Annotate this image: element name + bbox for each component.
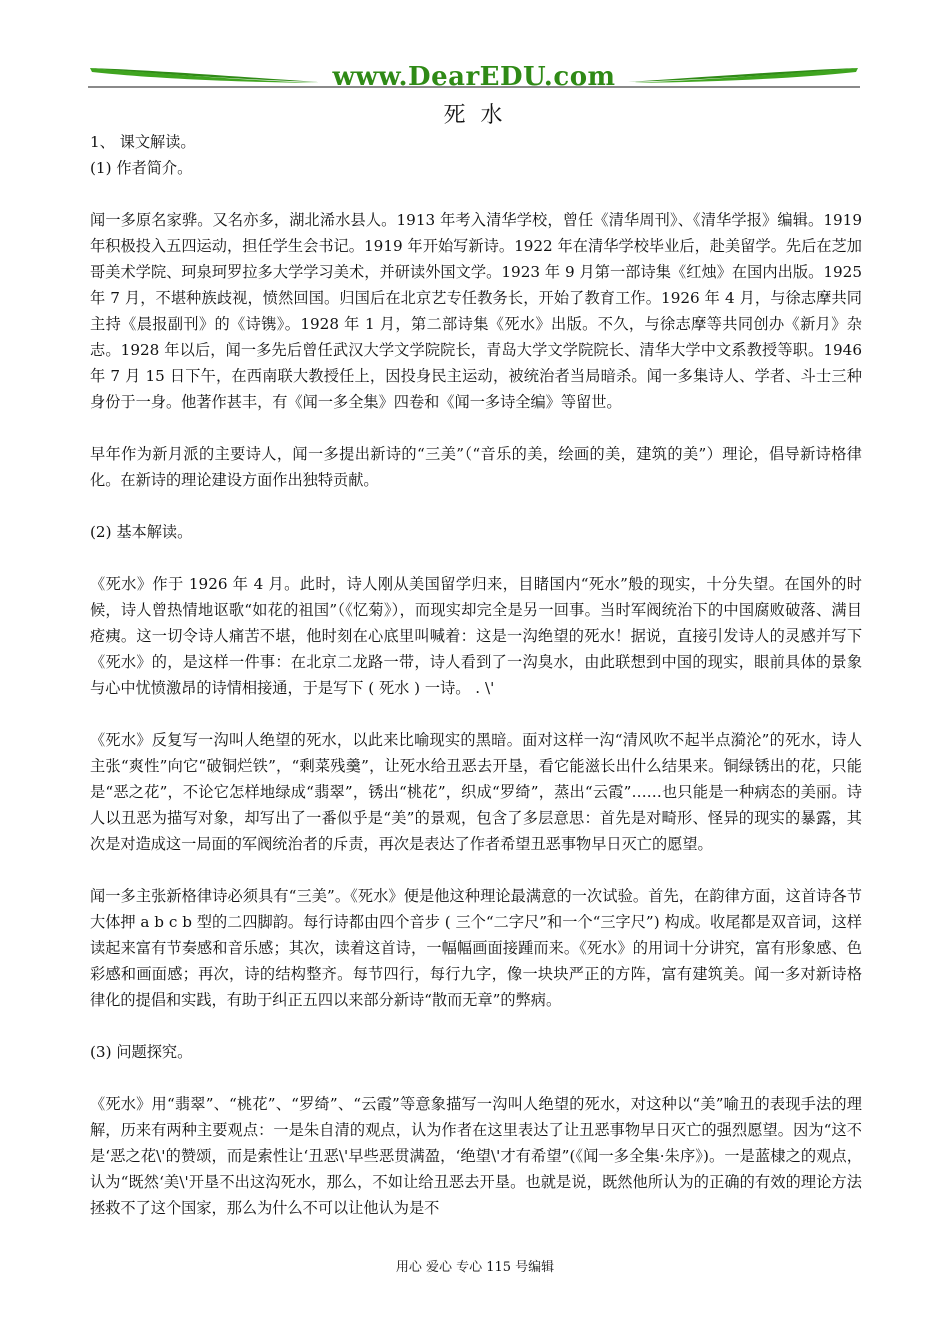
site-header: [88, 56, 860, 96]
paragraph-discussion: 《死水》用“翡翠”、“桃花”、“罗绮”、“云霞”等意象描写一沟叫人绝望的死水，对这种以“美”喻丑的表现手法的理解，历来有两种主要观点：一是朱自清的观点，认为作者在这里表达了让丑恶事物早日灭亡的强烈愿望。因为“这不是‘恶之花\'的赞颂，而是索性让‘丑恶\'早些恶贯满盈，‘绝望\'才有希望”(《闻一多全集·朱序》)。一是蓝棣之的观点，认为“既然‘美\'开垦不出这沟死水，那么，不如让给丑恶去开垦。也就是说，既然他所认为的正确的有效的理论方法拯救不了这个国家，那么为什么不可以让他认为是不: [90, 1095, 862, 1217]
paragraph-background: 《死水》作于 1926 年 4 月。此时，诗人刚从美国留学归来，目睹国内“死水”般的现实，十分失望。在国外的时候，诗人曾热情地讴歌“如花的祖国”（《忆菊》），而现实却完全是另一回事。当时军阀统治下的中国腐败破落、满目疮痍。这一切令诗人痛苦不堪，他时刻在心底里叫喊着：这是一沟绝望的死水！据说，直接引发诗人的灵感并写下《死水》的，是这样一件事：在北京二龙路一带，诗人看到了一沟臭水，由此联想到中国的现实，眼前具体的景象与心中忧愤激昂的诗情相接通，于是写下 ( 死水 ) 一诗。 . \': [90, 575, 862, 697]
page-title: 死 水: [443, 103, 507, 128]
subsection-heading: (3) 问题探究。: [90, 1043, 193, 1061]
paragraph-author-bio: 闻一多原名家骅。又名亦多，湖北浠水县人。1913 年考入清华学校，曾任《清华周刊》、《清华学报》编辑。1919 年积极投入五四运动，担任学生会书记。1919 年开始写新诗。1922 年在清华学校毕业后，赴美留学。先后在芝加哥美术学院、珂泉珂罗拉多大学学习美术，并研读外国文学。1923 年 9 月第一部诗集《红烛》在国内出版。1925 年 7 月，不堪种族歧视，愤然回国。归国后在北京艺专任教务长，开始了教育工作。1926 年 4 月，与徐志摩共同主持《晨报副刊》的《诗镌》。1928 年 1 月，第二部诗集《死水》出版。不久，与徐志摩等共同创办《新月》杂志。1928 年以后，闻一多先后曾任武汉大学文学院院长，青岛大学文学院院长、清华大学中文系教授等职。1946 年 7 月 15 日下午，在西南联大教授任上，因投身民主运动，被统治者当局暗杀。闻一多集诗人、学者、斗士三种身份于一身。他著作甚丰，有《闻一多全集》四卷和《闻一多诗全编》等留世。: [90, 211, 862, 411]
site-logo: www.DearEDU.com: [332, 62, 616, 92]
subsection-heading: (1) 作者简介。: [90, 159, 193, 177]
subsection-heading: (2) 基本解读。: [90, 523, 193, 541]
page-footer: 用心 爱心 专心 115 号编辑: [395, 1260, 555, 1275]
paragraph-three-beauties: 早年作为新月派的主要诗人，闻一多提出新诗的“三美”（“音乐的美，绘画的美，建筑的美”）理论，倡导新诗格律化。在新诗的理论建设方面作出独特贡献。: [90, 445, 862, 489]
section-heading: 1、 课文解读。: [90, 133, 196, 151]
paragraph-theme: 《死水》反复写一沟叫人绝望的死水，以此来比喻现实的黑暗。面对这样一沟“清风吹不起半点漪沦”的死水，诗人主张“爽性”向它“破铜烂铁”，“剩菜残羹”，让死水给丑恶去开垦，看它能滋长出什么结果来。铜绿锈出的花，只能是“恶之花”，不论它怎样地绿成“翡翠”，锈出“桃花”，织成“罗绮”，蒸出“云霞”……也只能是一种病态的美丽。诗人以丑恶为描写对象，却写出了一番似乎是“美”的景观，包含了多层意思：首先是对畸形、怪异的现实的暴露，其次是对造成这一局面的军阀统治者的斥责，再次是表达了作者希望丑恶事物早日灭亡的愿望。: [90, 731, 862, 853]
article-body: [90, 129, 862, 1221]
paragraph-form: 闻一多主张新格律诗必须具有“三美”。《死水》便是他这种理论最满意的一次试验。首先，在韵律方面，这首诗各节大体押 a b c b 型的二四脚韵。每行诗都由四个音步 ( 三个“二字尺”和一个“三字尺”) 构成。收尾都是双音词，这样读起来富有节奏感和音乐感；其次，读着这首诗，一幅幅画面接踵而来。《死水》的用词十分讲究，富有形象感、色彩感和画面感；再次，诗的结构整齐。每节四行，每行九字，像一块块严正的方阵，富有建筑美。闻一多对新诗格律化的提倡和实践，有助于纠正五四以来部分新诗“散而无章”的弊病。: [90, 887, 862, 1009]
